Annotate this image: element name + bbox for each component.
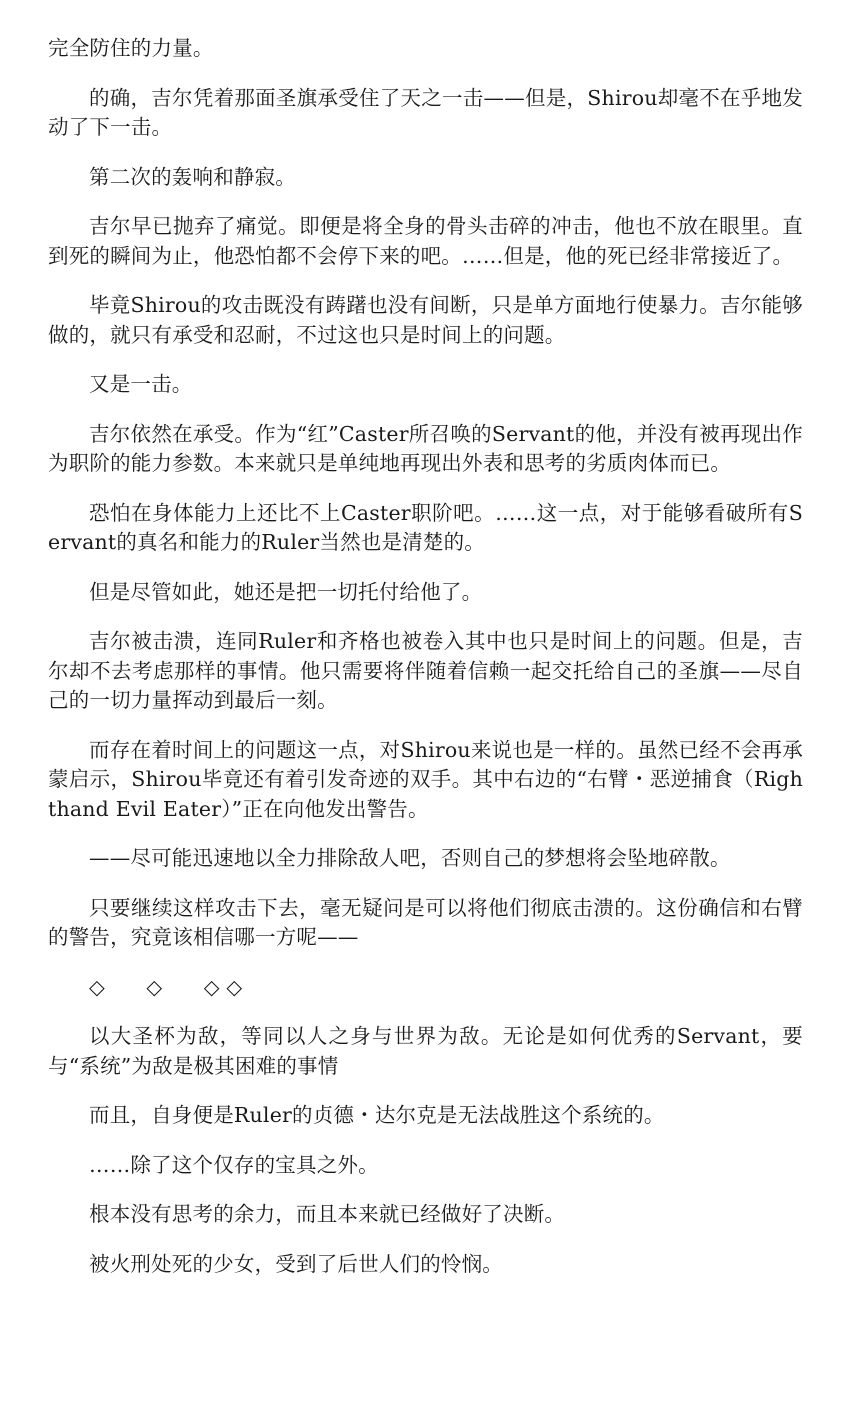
paragraph-12: ——尽可能迅速地以全力排除敌人吧，否则自己的梦想将会坠地碎散。: [89, 846, 731, 870]
paragraph-11: 而存在着时间上的问题这一点，对Shirou来说也是一样的。虽然已经不会再承蒙启示，Shirou毕竟还有着引发奇迹的双手。其中右边的“右臂・恶逆捕食（Righthand Evil Eater）”正在向他发出警告。: [48, 737, 803, 821]
scene-separator: ◇ ◇ ◇ ◇: [89, 974, 243, 999]
paragraph-13: 只要继续这样攻击下去，毫无疑问是可以将他们彻底击溃的。这份确信和右臂的警告，究竟该相信哪一方呢——: [48, 895, 803, 949]
paragraph-18: 被火刑处死的少女，受到了后世人们的怜悯。: [89, 1251, 503, 1276]
paragraph-17: 根本没有思考的余力，而且本来就已经做好了决断。: [89, 1202, 566, 1226]
paragraph-1: 完全防住的力量。: [48, 36, 214, 60]
paragraph-2: 的确，吉尔凭着那面圣旗承受住了天之一击——但是，Shirou却毫不在乎地发动了下一击。: [48, 85, 803, 139]
paragraph-15: 而且，自身便是Ruler的贞德・达尔克是无法战胜这个系统的。: [89, 1103, 665, 1127]
paragraph-16: ……除了这个仅存的宝具之外。: [89, 1152, 379, 1177]
paragraph-3: 第二次的轰响和静寂。: [89, 164, 296, 189]
paragraph-5: 毕竟Shirou的攻击既没有踌躇也没有间断，只是单方面地行使暴力。吉尔能够做的，就只有承受和忍耐，不过这也只是时间上的问题。: [48, 293, 803, 347]
paragraph-6: 又是一击。: [89, 372, 193, 396]
paragraph-10: 吉尔被击溃，连同Ruler和齐格也被卷入其中也只是时间上的问题。但是，吉尔却不去考虑那样的事情。他只需要将伴随着信赖一起交托给自己的圣旗——尽自己的一切力量挥动到最后一刻。: [48, 629, 803, 712]
paragraph-7: 吉尔依然在承受。作为“红”Caster所召唤的Servant的他，并没有被再现出作为职阶的能力参数。本来就只是单纯地再现出外表和思考的劣质肉体而已。: [48, 421, 803, 475]
paragraph-14: 以大圣杯为敌，等同以人之身与世界为敌。无论是如何优秀的Servant，要与“系统”为敌是极其困难的事情: [48, 1024, 803, 1078]
paragraph-4: 吉尔早已抛弃了痛觉。即便是将全身的骨头击碎的冲击，他也不放在眼里。直到死的瞬间为止，他恐怕都不会停下来的吧。……但是，他的死已经非常接近了。: [48, 214, 803, 268]
paragraph-9: 但是尽管如此，她还是把一切托付给他了。: [89, 579, 483, 604]
paragraph-8: 恐怕在身体能力上还比不上Caster职阶吧。……这一点，对于能够看破所有Servant的真名和能力的Ruler当然也是清楚的。: [48, 500, 803, 554]
